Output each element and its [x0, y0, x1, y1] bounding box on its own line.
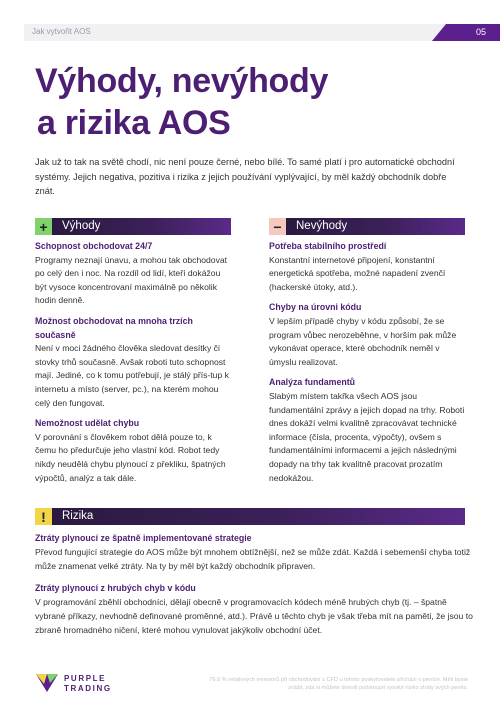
advantage-title: Nemožnost udělat chybu — [35, 418, 140, 429]
risks-heading: Rizika — [52, 508, 465, 525]
page-title — [35, 60, 328, 144]
advantages-column — [35, 240, 231, 492]
advantage-item — [35, 240, 231, 308]
advantage-text: V porovnání s člověkem robot dělá pouze to, k čemu ho předurčuje jeho vlastní kód. Robot tedy nikdy neudělá chybu plynoucí z překliku, špatných výpočtů, analýz a tak dále. — [35, 431, 226, 483]
disadvantage-title: Chyby na úrovni kódu — [269, 302, 362, 313]
risk-disclaimer: 76.6 % retailových investorů při obchodování s CFD u tohoto poskytovatele přichází o peníze. Měli byste zvážit, zda si můžete dovolit podstoupit vysoké riziko ztráty svých peněz. — [209, 677, 468, 691]
advantage-item — [35, 315, 231, 410]
page-title-line-2: a rizika AOS — [37, 104, 231, 142]
brand-name — [64, 674, 112, 694]
disadvantage-item — [269, 301, 465, 369]
warning-icon: ! — [35, 508, 52, 525]
risk-item — [35, 581, 475, 637]
disadvantage-text: Slabým místem takřka všech AOS jsou fundamentální zprávy a jejich dopad na trhy. Roboti dnes dokáží velmi kvalitně zpracovávat technické informace (čísla, procenta, výpočty), ovšem s fundamentálními informacemi a jejich následnými dopady na trhy tak kvalitně pracovat prozatím nedokážou. — [269, 390, 465, 483]
risk-text: Převod fungující strategie do AOS může být mnohem obtížnější, než se může zdát. Každá i sebemenší chyba totiž může znamenat velké ztráty. Na ty by měl být každý obchodník připraven. — [35, 547, 471, 571]
advantage-text: Programy neznají únavu, a mohou tak obchodovat po celý den i noc. Na rozdíl od lidí, kteří dokážou být vysoce koncentrovaní maximálně po několik hodin denně. — [35, 254, 228, 306]
advantage-title: Možnost obchodovat na mnoha trzích současně — [35, 315, 193, 340]
risk-title: Ztráty plynoucí z hrubých chyb v kódu — [35, 583, 196, 593]
risks-section — [35, 531, 475, 645]
risk-text: V programování zběhlí obchodníci, dělají obecně v programovacích kódech méně hrubých chyb (tj. – špatně vybrané příkazy, nevhodně definované proměnné, atd.). Právě u těchto chyb je však třeba mít na paměti, že jsou to zbraně hromadného ničení, které mohou vynulovat jakýkoliv obchodní účet. — [35, 597, 473, 635]
advantage-text: Není v moci žádného člověka sledovat desítky či stovky trhů současně. Avšak roboti tuto schopnost mají. Jediné, co k tomu potřebují, je stálý přís-tup k internetu a místo (server, pc.), na kterém mohou celý den fungovat. — [35, 343, 229, 408]
brand-line-2: TRADING — [64, 684, 112, 693]
disadvantage-item — [269, 376, 465, 485]
disadvantages-heading: Nevýhody — [286, 218, 465, 235]
risk-title: Ztráty plynoucí ze špatně implementované strategie — [35, 533, 252, 543]
page-number: 05 — [475, 27, 486, 37]
document-title: Jak vytvořit AOS — [32, 27, 91, 36]
advantages-header — [35, 218, 231, 235]
disadvantage-title: Potřeba stabilního prostředí — [269, 241, 387, 251]
plus-icon: + — [35, 218, 52, 235]
disadvantage-text: Konstantní internetové připojení, konstantní energetická spotřeba, možné napadení zvenčí (hackerské útoky, atd.). — [269, 254, 446, 292]
risk-item — [35, 531, 475, 573]
advantage-title: Schopnost obchodovat 24/7 — [35, 241, 153, 251]
risks-header — [35, 508, 465, 525]
disadvantage-item — [269, 240, 465, 294]
logo-mark-icon — [36, 674, 58, 692]
disadvantage-title: Analýza fundamentů — [269, 377, 356, 388]
disadvantages-column — [269, 240, 465, 492]
brand-line-1: PURPLE — [64, 674, 107, 683]
intro-paragraph: Jak už to tak na světě chodí, nic není pouze černé, nebo bílé. To samé platí i pro automatické obchodní systémy. Jejich negativa, pozitiva i rizika z jejich používání vyplývající, by měl každý obchodník dobře znát. — [35, 157, 455, 196]
page-title-line-1: Výhody, nevýhody — [35, 62, 329, 100]
disadvantage-text: V lepším případě chyby v kódu způsobí, že se program vůbec nerozeběhne, v horším pak může vykonávat operace, které obchodník neměl v úmyslu realizovat. — [269, 315, 457, 367]
disadvantages-header — [269, 218, 465, 235]
advantages-heading: Výhody — [52, 218, 231, 235]
advantage-item — [35, 417, 231, 485]
page-header — [24, 24, 500, 41]
page-number-tab — [432, 24, 500, 41]
minus-icon: − — [269, 218, 286, 235]
